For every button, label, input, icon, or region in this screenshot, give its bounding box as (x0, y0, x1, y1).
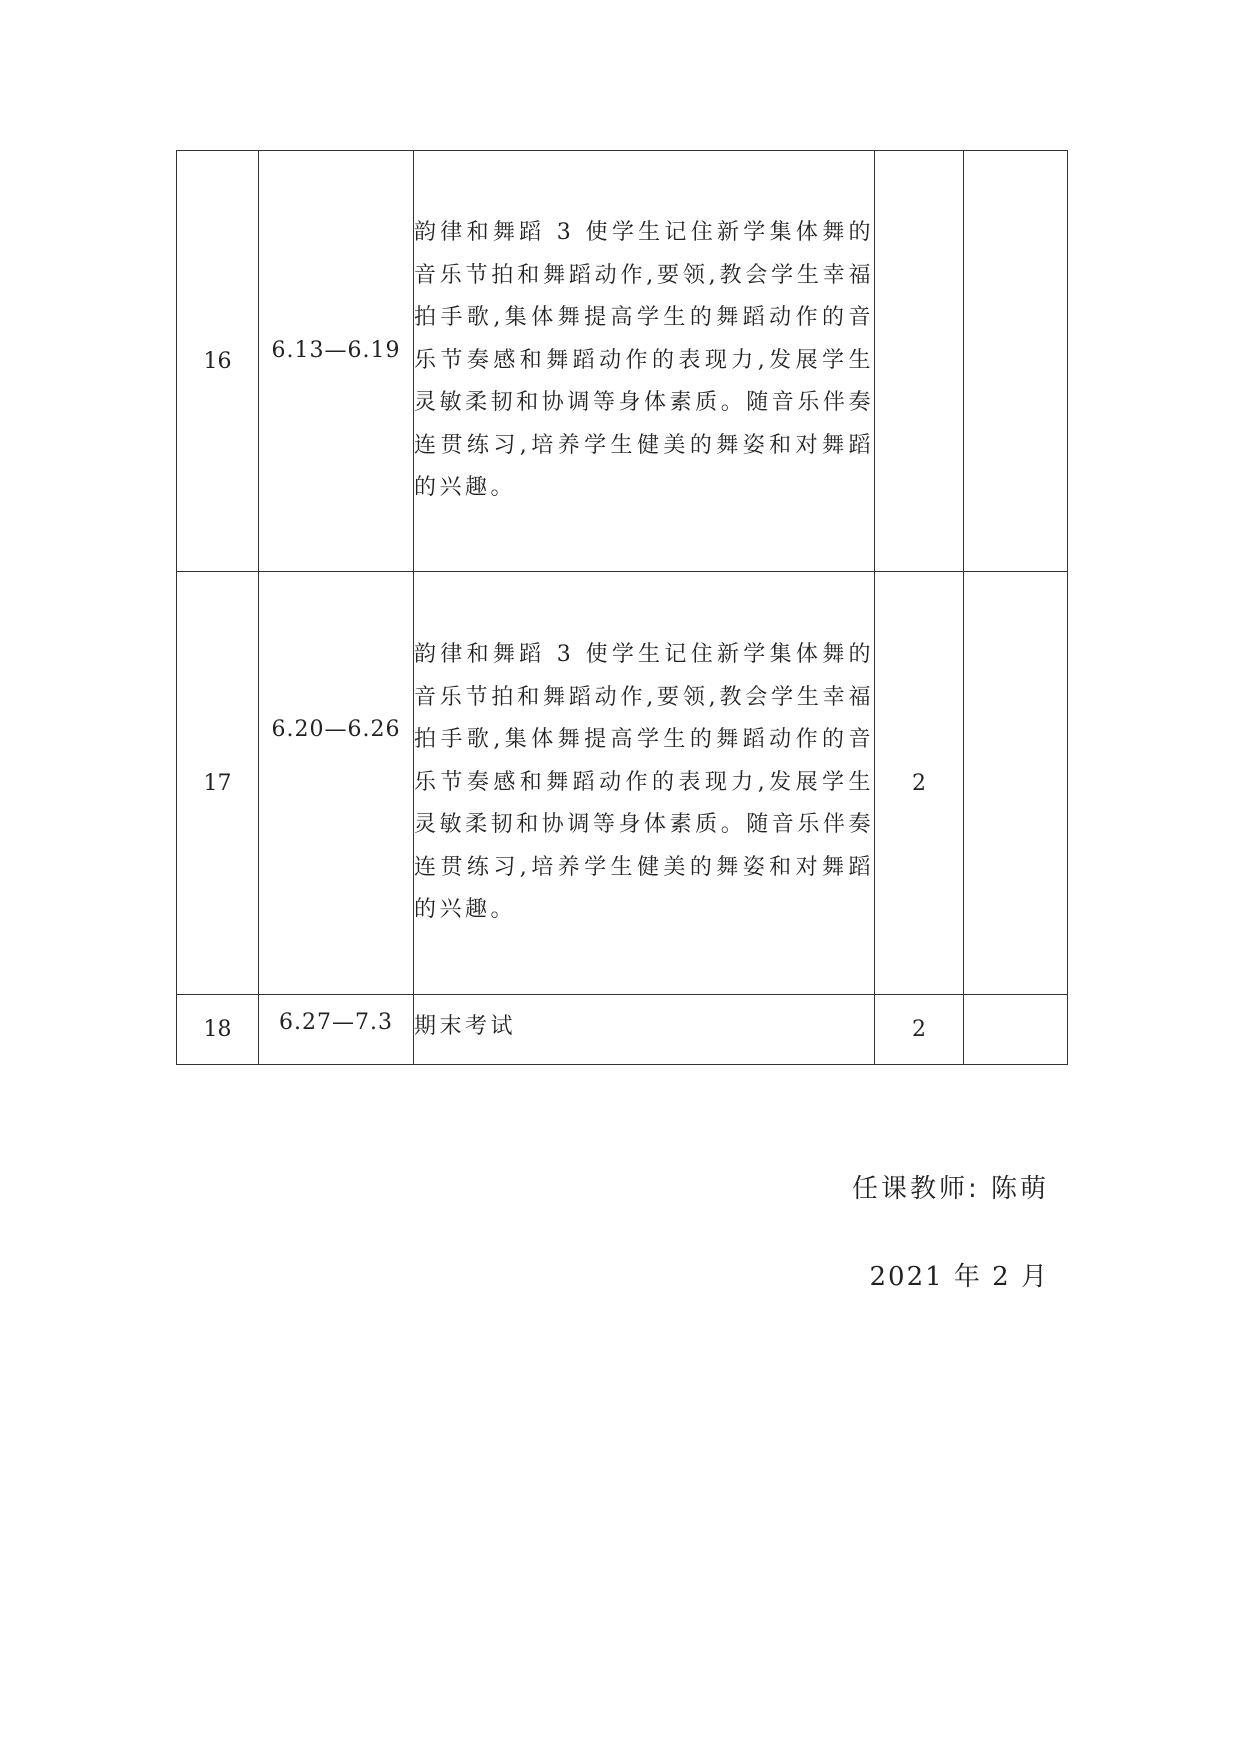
table-row (177, 995, 1068, 1065)
hours-cell: 2 (875, 572, 964, 995)
table-row (177, 572, 1068, 995)
table-row (177, 151, 1068, 572)
note-cell (964, 572, 1068, 995)
content-cell: 期末考试 (414, 995, 875, 1065)
date-text: 6.27—7.3 (279, 1010, 393, 1035)
document-date: 2021 年 2 月 (869, 1262, 1049, 1292)
date-cell (259, 151, 414, 572)
hours-cell (875, 151, 964, 572)
week-cell: 18 (177, 995, 259, 1065)
week-cell: 17 (177, 572, 259, 995)
date-cell (259, 572, 414, 995)
week-cell: 16 (177, 151, 259, 572)
content-cell: 韵律和舞蹈 3 使学生记住新学集体舞的音乐节拍和舞蹈动作,要领,教会学生幸福拍手歌,集体舞提高学生的舞蹈动作的音乐节奏感和舞蹈动作的表现力,发展学生灵敏柔韧和协调等身体素质。随音乐伴奏连贯练习,培养学生健美的舞姿和对舞蹈的兴趣。 (414, 572, 875, 995)
schedule-table (176, 150, 1068, 1065)
note-cell (964, 151, 1068, 572)
hours-cell: 2 (875, 995, 964, 1065)
date-cell (259, 995, 414, 1065)
teacher-signature: 任课教师: 陈萌 (851, 1174, 1049, 1204)
date-text: 6.13—6.19 (271, 337, 401, 363)
note-cell (964, 995, 1068, 1065)
date-text: 6.20—6.26 (271, 717, 401, 742)
content-cell: 韵律和舞蹈 3 使学生记住新学集体舞的音乐节拍和舞蹈动作,要领,教会学生幸福拍手歌,集体舞提高学生的舞蹈动作的音乐节奏感和舞蹈动作的表现力,发展学生灵敏柔韧和协调等身体素质。随音乐伴奏连贯练习,培养学生健美的舞姿和对舞蹈的兴趣。 (414, 151, 875, 572)
